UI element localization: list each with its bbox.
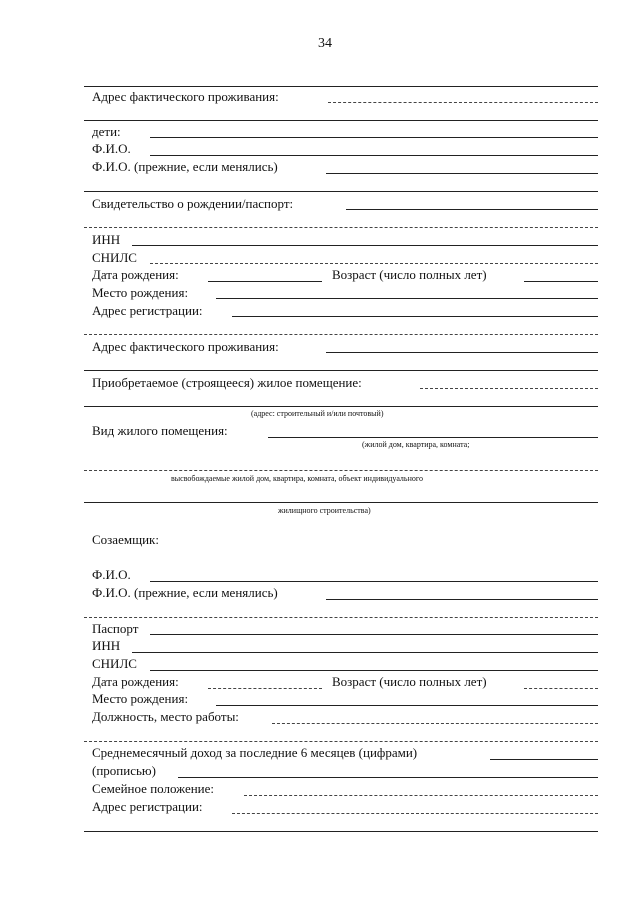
field-child-fio[interactable] [150,155,598,156]
label-co-birth-place: Место рождения: [92,691,189,706]
label-co-income-words: (прописью) [92,763,156,778]
field-child-fio-prev[interactable] [326,173,598,174]
field-child-age[interactable] [524,281,598,282]
field-co-job[interactable] [272,723,598,724]
label-child-addr-fact: Адрес фактического проживания: [92,339,279,354]
rule [84,120,598,121]
label-co-fio-prev: Ф.И.О. (прежние, если менялись) [92,585,278,600]
label-child-birth-place: Место рождения: [92,285,189,300]
field-co-inn[interactable] [132,652,598,653]
label-birth-cert: Свидетельство о рождении/паспорт: [92,196,294,211]
field-co-age[interactable] [524,688,598,689]
label-co-inn: ИНН [92,638,121,653]
label-child-reg-addr: Адрес регистрации: [92,303,203,318]
label-child-fio: Ф.И.О. [92,141,131,156]
label-co-passport: Паспорт [92,621,139,636]
field-child-inn[interactable] [132,245,598,246]
rule [84,617,598,618]
label-co-snils: СНИЛС [92,656,137,671]
label-addr-fact-1: Адрес фактического проживания: [92,89,279,104]
label-child-age: Возраст (число полных лет) [332,267,487,282]
field-birth-cert[interactable] [346,209,598,210]
rule [84,334,598,335]
rule [84,370,598,371]
label-child-inn: ИНН [92,232,121,247]
field-co-reg-addr[interactable] [232,813,598,814]
hint-housing-type-2: высвобождаемые жилой дом, квартира, комната, объект индивидуального [171,474,423,483]
field-housing-type[interactable] [268,437,598,438]
field-co-snils[interactable] [150,670,598,671]
field-co-income[interactable] [490,759,598,760]
label-co-income: Среднемесячный доход за последние 6 месяцев (цифрами) [92,745,418,760]
field-child-birth-date[interactable] [208,281,322,282]
rule [84,86,598,87]
rule [84,831,598,832]
field-addr-fact-1[interactable] [328,102,598,103]
rule [84,502,598,503]
field-co-passport[interactable] [150,634,598,635]
field-housing-acquired[interactable] [420,388,598,389]
label-co-age: Возраст (число полных лет) [332,674,487,689]
label-housing-acquired: Приобретаемое (строящееся) жилое помещение: [92,375,362,390]
label-housing-type: Вид жилого помещения: [92,423,228,438]
rule [84,227,598,228]
field-child-snils[interactable] [150,263,598,264]
label-child-fio-prev: Ф.И.О. (прежние, если менялись) [92,159,278,174]
label-children: дети: [92,124,121,139]
field-child-reg-addr[interactable] [232,316,598,317]
rule [84,406,598,407]
rule [84,191,598,192]
hint-housing-type-3: жилищного строительства) [278,506,371,515]
field-child-addr-fact[interactable] [326,352,598,353]
page-number: 34 [318,36,332,51]
label-co-job: Должность, место работы: [92,709,239,724]
label-co-birth-date: Дата рождения: [92,674,179,689]
label-co-reg-addr: Адрес регистрации: [92,799,203,814]
field-co-birth-place[interactable] [216,705,598,706]
field-children[interactable] [150,137,598,138]
hint-address: (адрес: строительный и/или почтовый) [251,409,384,418]
rule [84,470,598,471]
label-co-fio: Ф.И.О. [92,567,131,582]
hint-housing-type: (жилой дом, квартира, комната; [362,440,470,449]
field-co-income-words[interactable] [178,777,598,778]
field-co-birth-date[interactable] [208,688,322,689]
field-co-fio[interactable] [150,581,598,582]
field-co-fio-prev[interactable] [326,599,598,600]
label-child-snils: СНИЛС [92,250,137,265]
field-co-marital[interactable] [244,795,598,796]
field-child-birth-place[interactable] [216,298,598,299]
rule [84,741,598,742]
label-coborrower: Созаемщик: [92,532,159,547]
label-co-marital: Семейное положение: [92,781,215,796]
label-child-birth-date: Дата рождения: [92,267,179,282]
